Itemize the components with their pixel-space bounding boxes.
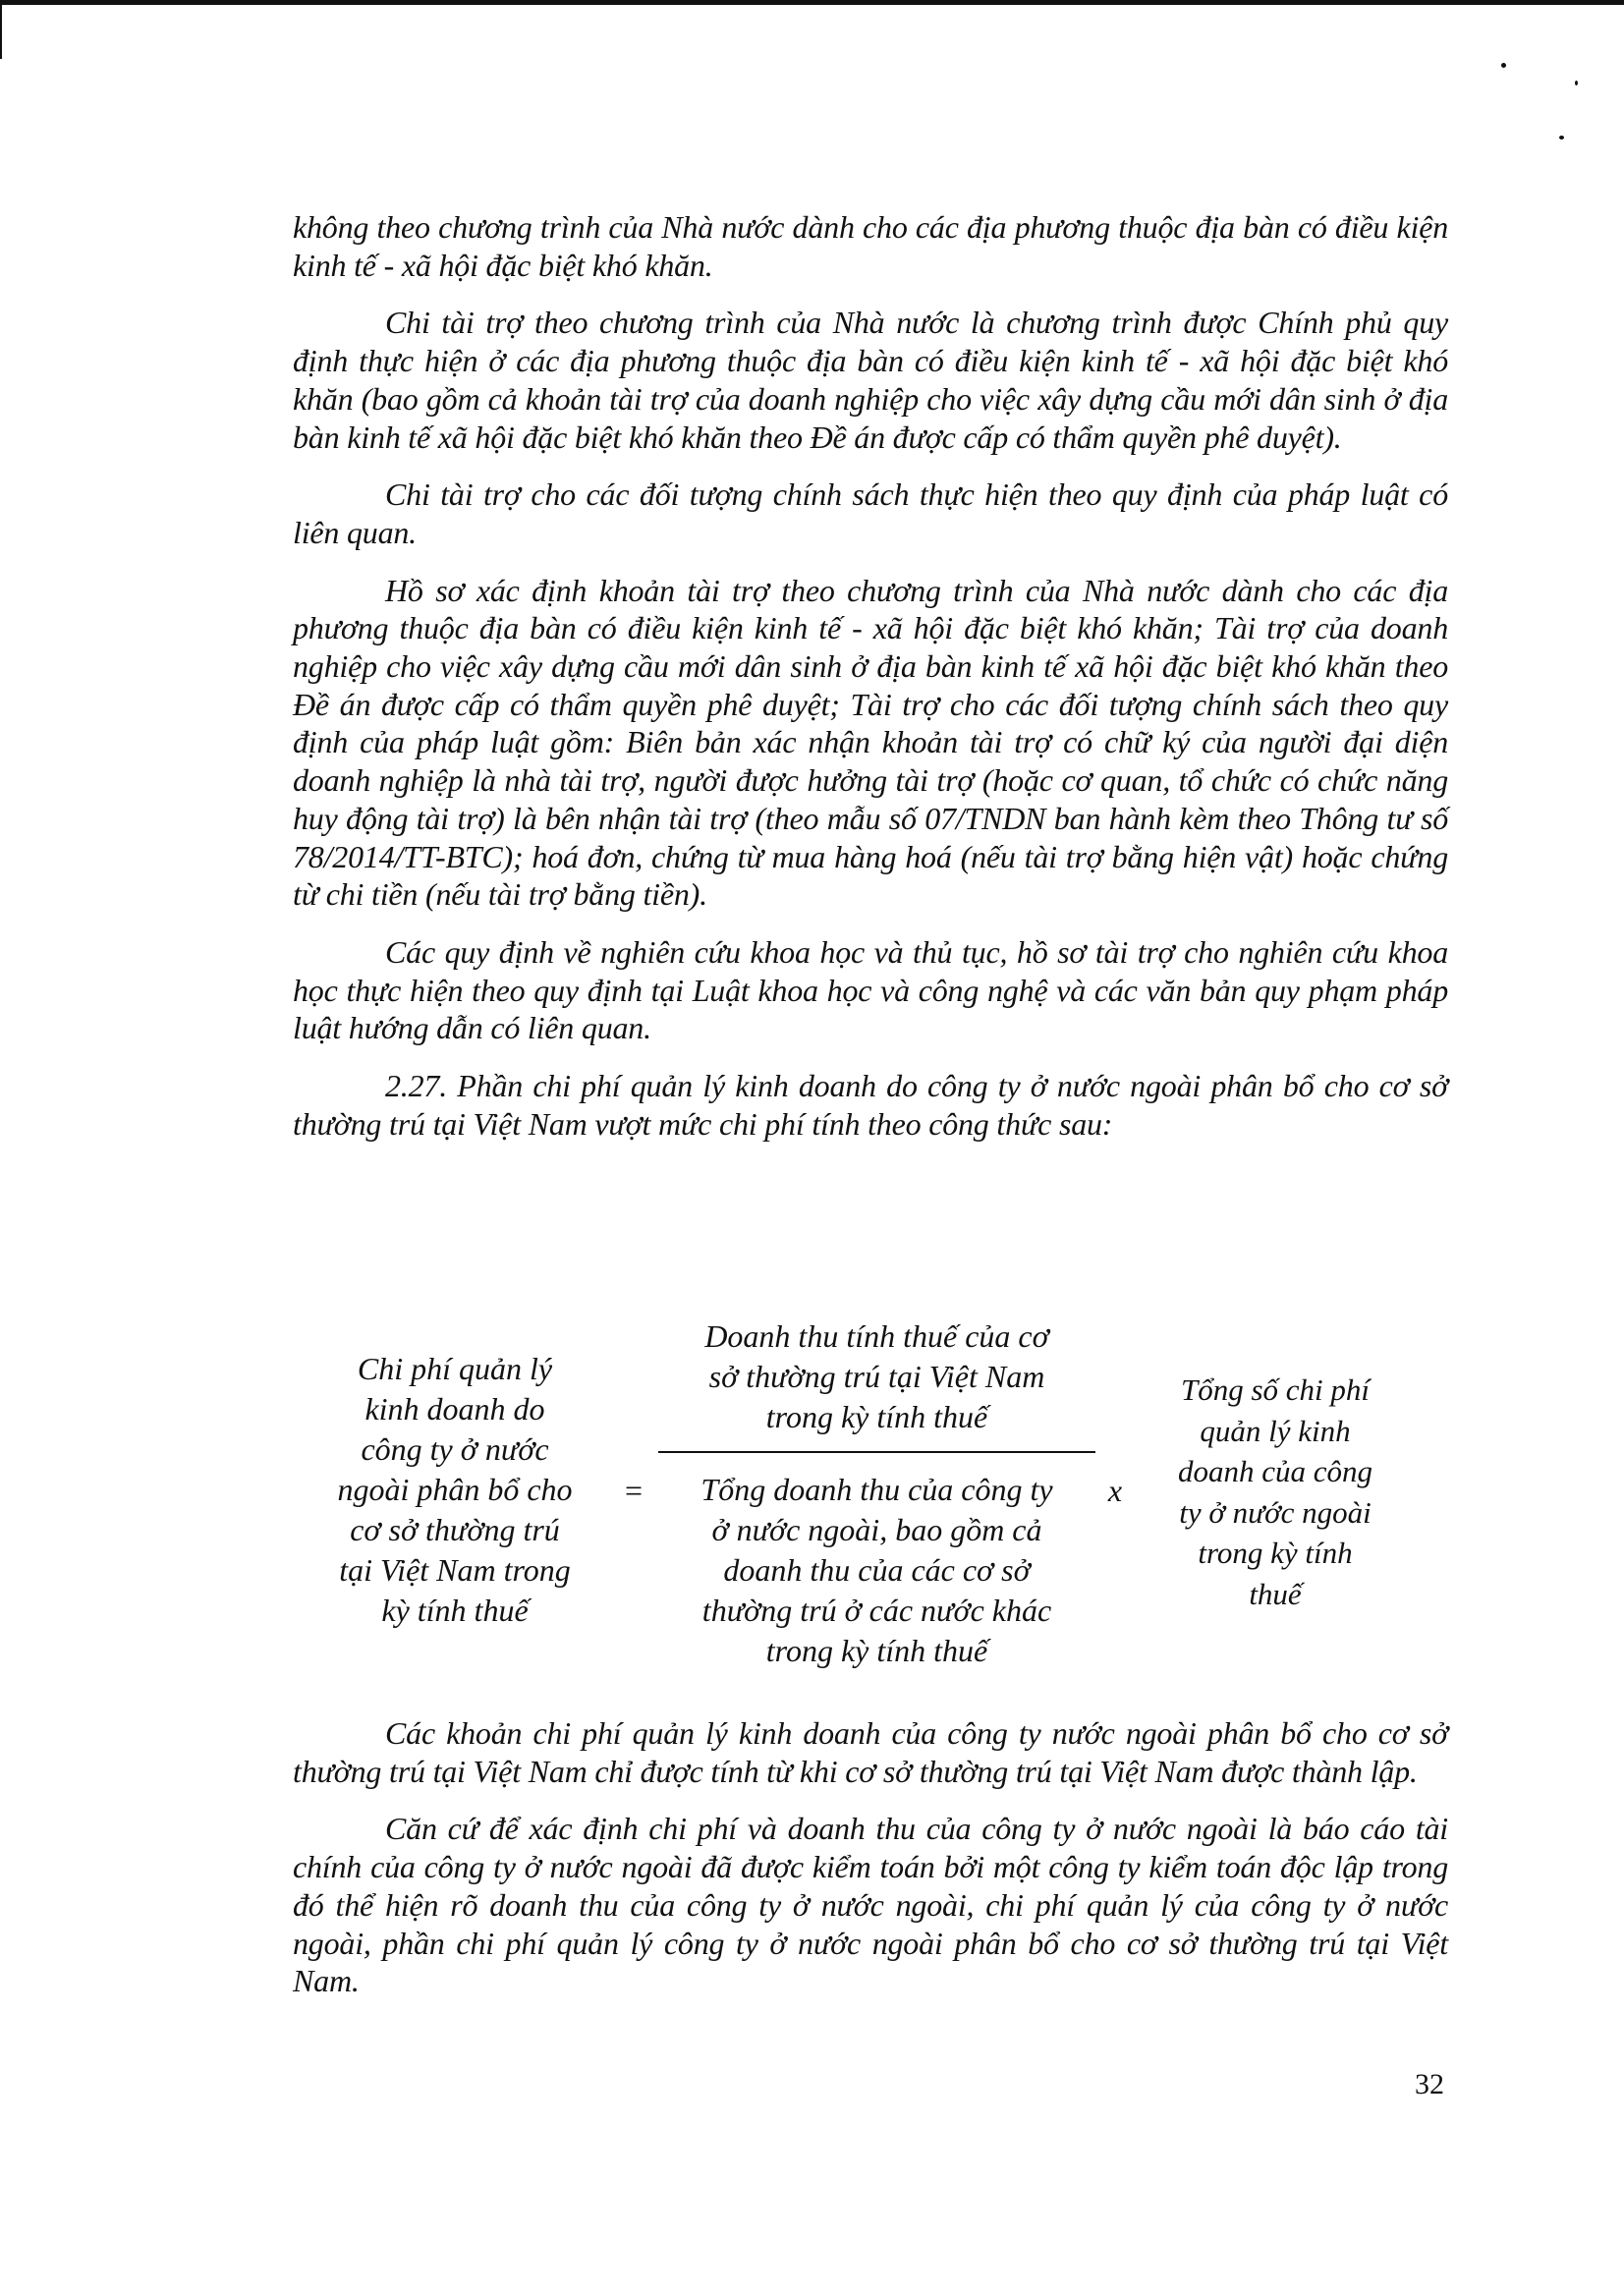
scan-speck (1559, 136, 1564, 140)
cost-allocation-formula (293, 1305, 1448, 1678)
formula-line: quản lý kinh (1200, 1413, 1351, 1448)
formula-right-term (1162, 1370, 1388, 1614)
document-body-top (293, 208, 1448, 1162)
formula-line: Tổng doanh thu của công ty (700, 1472, 1053, 1507)
paragraph-policy-beneficiaries: Chi tài trợ cho các đối tượng chính sách thực hiện theo quy định của pháp luật có liên quan. (293, 476, 1448, 550)
formula-line: trong kỳ tính (1198, 1536, 1353, 1570)
paragraph-section-2-27: 2.27. Phần chi phí quản lý kinh doanh do công ty ở nước ngoài phân bổ cho cơ sở thường trú tại Việt Nam vượt mức chi phí tính theo công thức sau: (293, 1068, 1448, 1142)
scan-left-edge (0, 0, 2, 59)
scan-top-edge (0, 0, 1624, 5)
scan-speck (1575, 81, 1578, 85)
formula-line: tại Việt Nam trong (339, 1552, 571, 1588)
formula-line: Doanh thu tính thuế của cơ (704, 1318, 1049, 1354)
formula-line: thường trú ở các nước khác (701, 1593, 1052, 1628)
formula-line: trong kỳ tính thuế (765, 1633, 988, 1668)
formula-denominator (658, 1470, 1095, 1671)
formula-equals-sign: = (624, 1473, 644, 1508)
formula-line: ở nước ngoài, bao gồm cả (711, 1512, 1042, 1547)
formula-line: kỳ tính thuế (381, 1593, 529, 1628)
page-number: 32 (1415, 2068, 1444, 2100)
formula-line: kinh doanh do (364, 1391, 545, 1427)
formula-line: doanh thu của các cơ sở (723, 1552, 1031, 1588)
formula-numerator (658, 1316, 1095, 1437)
formula-line: cơ sở thường trú (350, 1512, 560, 1547)
scan-speck (1501, 63, 1506, 68)
formula-line: Chi phí quản lý (357, 1351, 553, 1386)
formula-line: Tổng số chi phí (1180, 1372, 1371, 1407)
formula-multiply-sign: x (1107, 1473, 1123, 1508)
formula-line: doanh của công (1177, 1454, 1373, 1488)
formula-left-term (312, 1349, 597, 1631)
document-body-bottom (293, 1714, 1448, 2020)
paragraph-allocation-start: Các khoản chi phí quản lý kinh doanh của công ty nước ngoài phân bổ cho cơ sở thường trú tại Việt Nam chỉ được tính từ khi cơ sở thường trú tại Việt Nam được thành lập. (293, 1715, 1448, 1789)
paragraph-scientific-research: Các quy định về nghiên cứu khoa học và thủ tục, hồ sơ tài trợ cho nghiên cứu khoa học thực hiện theo quy định tại Luật khoa học và công nghệ và các văn bản quy phạm pháp luật hướng dẫn có liên quan. (293, 933, 1448, 1046)
paragraph-state-program-sponsorship: Chi tài trợ theo chương trình của Nhà nước là chương trình được Chính phủ quy định thực hiện ở các địa phương thuộc địa bàn có điều kiện kinh tế - xã hội đặc biệt khó khăn (bao gồm cả khoản tài trợ của doanh nghiệp cho việc xây dựng cầu mới dân sinh ở địa bàn kinh tế xã hội đặc biệt khó khăn theo Đề án được cấp có thẩm quyền phê duyệt). (293, 305, 1448, 455)
paragraph-continuation: không theo chương trình của Nhà nước dành cho các địa phương thuộc địa bàn có điều kiện kinh tế - xã hội đặc biệt khó khăn. (293, 209, 1448, 283)
paragraph-audited-basis: Căn cứ để xác định chi phí và doanh thu của công ty ở nước ngoài là báo cáo tài chính của công ty ở nước ngoài đã được kiểm toán bởi một công ty kiểm toán độc lập trong đó thể hiện rõ doanh thu của công ty ở nước ngoài, chi phí quản lý của công ty ở nước ngoài, phần chi phí quản lý công ty ở nước ngoài phân bổ cho cơ sở thường trú tại Việt Nam. (293, 1811, 1448, 1999)
formula-line: sở thường trú tại Việt Nam (708, 1359, 1045, 1394)
paragraph-sponsorship-dossier: Hồ sơ xác định khoản tài trợ theo chương trình của Nhà nước dành cho các địa phương thuộc địa bàn có điều kiện kinh tế - xã hội đặc biệt khó khăn; Tài trợ của doanh nghiệp cho việc xây dựng cầu mới dân sinh ở địa bàn kinh tế xã hội đặc biệt khó khăn theo Đề án được cấp có thẩm quyền phê duyệt; Tài trợ cho các đối tượng chính sách theo quy định của pháp luật gồm: Biên bản xác nhận khoản tài trợ có chữ ký của người đại diện doanh nghiệp là nhà tài trợ, người được hưởng tài trợ (hoặc cơ quan, tổ chức có chức năng huy động tài trợ) là bên nhận tài trợ (theo mẫu số 07/TNDN ban hành kèm theo Thông tư số 78/2014/TT-BTC); hoá đơn, chứng từ mua hàng hoá (nếu tài trợ bằng hiện vật) hoặc chứng từ chi tiền (nếu tài trợ bằng tiền). (293, 572, 1448, 913)
formula-line: công ty ở nước (361, 1431, 549, 1467)
formula-line: thuế (1249, 1576, 1302, 1611)
formula-line: ty ở nước ngoài (1179, 1494, 1372, 1530)
formula-line: ngoài phân bổ cho (337, 1472, 573, 1507)
formula-fraction-bar (658, 1451, 1095, 1453)
formula-line: trong kỳ tính thuế (765, 1399, 988, 1434)
